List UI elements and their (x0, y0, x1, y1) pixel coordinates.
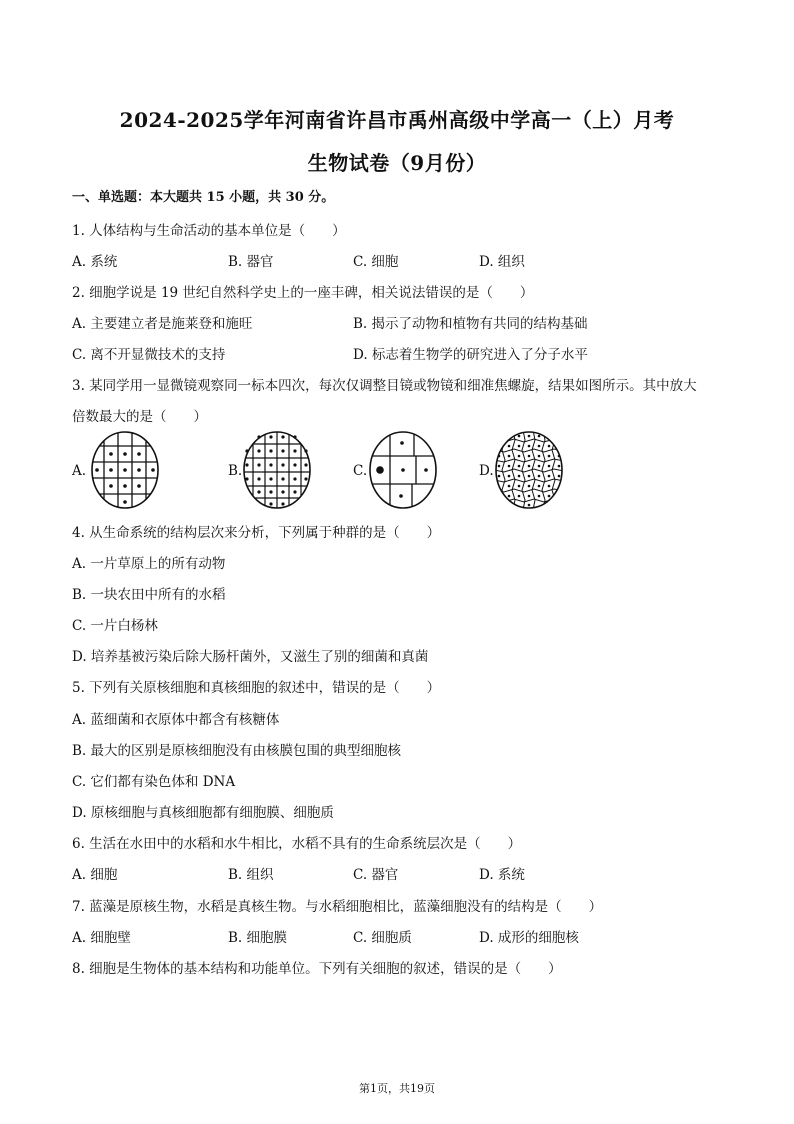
question-8-stem: 8. 细胞是生物体的基本结构和功能单位。下列有关细胞的叙述，错误的是（ ） (72, 961, 562, 977)
question-3-option-a: A. (72, 463, 87, 479)
question-2-option-a: A. 主要建立者是施莱登和施旺 (72, 316, 253, 332)
question-3-stem-line1: 3. 某同学用一显微镜观察同一标本四次，每次仅调整目镜或物镜和细准焦螺旋，结果如图所示。其中放大 (72, 378, 697, 394)
question-2-option-b: B. 揭示了动物和植物有共同的结构基础 (353, 316, 588, 332)
question-5-option-d: D. 原核细胞与真核细胞都有细胞膜、细胞质 (72, 805, 334, 821)
question-3-option-b: B. (228, 463, 243, 479)
question-3-option-d: D. (479, 463, 494, 479)
question-2-stem: 2. 细胞学说是 19 世纪自然科学史上的一座丰碑，相关说法错误的是（ ） (72, 285, 534, 301)
question-2-option-c: C. 离不开显微技术的支持 (72, 347, 226, 363)
question-4-option-b: B. 一块农田中所有的水稻 (72, 587, 226, 603)
microscope-view-d (494, 430, 564, 510)
microscope-view-b (242, 430, 312, 510)
page-subtitle: 生物试卷（9月份） (307, 151, 487, 175)
question-6-option-d: D. 系统 (479, 867, 525, 883)
question-1-stem: 1. 人体结构与生命活动的基本单位是（ ） (72, 223, 346, 239)
question-6-option-b: B. 组织 (228, 867, 274, 883)
question-7-option-d: D. 成形的细胞核 (479, 930, 579, 946)
question-5-option-b: B. 最大的区别是原核细胞没有由核膜包围的典型细胞核 (72, 743, 402, 759)
question-6-option-a: A. 细胞 (72, 867, 118, 883)
question-2-option-d: D. 标志着生物学的研究进入了分子水平 (353, 347, 588, 363)
question-5-option-c: C. 它们都有染色体和 DNA (72, 774, 236, 790)
question-5-option-a: A. 蓝细菌和衣原体中都含有核糖体 (72, 712, 280, 728)
section-heading: 一、单选题：本大题共 15 小题，共 30 分。 (72, 190, 335, 205)
page-title: 2024-2025学年河南省许昌市禹州高级中学高一（上）月考 (119, 108, 675, 132)
question-4-stem: 4. 从生命系统的结构层次来分析，下列属于种群的是（ ） (72, 525, 441, 541)
question-3-stem-line2: 倍数最大的是（ ） (72, 409, 207, 425)
question-4-option-c: C. 一片白杨林 (72, 618, 158, 634)
question-1-option-d: D. 组织 (479, 254, 525, 270)
page-footer: 第1页，共19页 (359, 1082, 435, 1095)
question-4-option-d: D. 培养基被污染后除大肠杆菌外，又滋生了别的细菌和真菌 (72, 649, 429, 665)
question-1-option-c: C. 细胞 (353, 254, 399, 270)
microscope-view-c (368, 430, 438, 510)
question-3-option-c: C. (353, 463, 368, 479)
question-7-option-a: A. 细胞壁 (72, 930, 131, 946)
question-7-option-b: B. 细胞膜 (228, 930, 288, 946)
question-1-option-a: A. 系统 (72, 254, 118, 270)
question-7-stem: 7. 蓝藻是原核生物，水稻是真核生物。与水稻细胞相比，蓝藻细胞没有的结构是（ ） (72, 899, 603, 915)
question-5-stem: 5. 下列有关原核细胞和真核细胞的叙述中，错误的是（ ） (72, 680, 441, 696)
question-6-stem: 6. 生活在水田中的水稻和水牛相比，水稻不具有的生命系统层次是（ ） (72, 836, 522, 852)
question-7-option-c: C. 细胞质 (353, 930, 412, 946)
question-4-option-a: A. 一片草原上的所有动物 (72, 556, 226, 572)
question-1-option-b: B. 器官 (228, 254, 274, 270)
question-6-option-c: C. 器官 (353, 867, 399, 883)
microscope-view-a (90, 430, 160, 510)
